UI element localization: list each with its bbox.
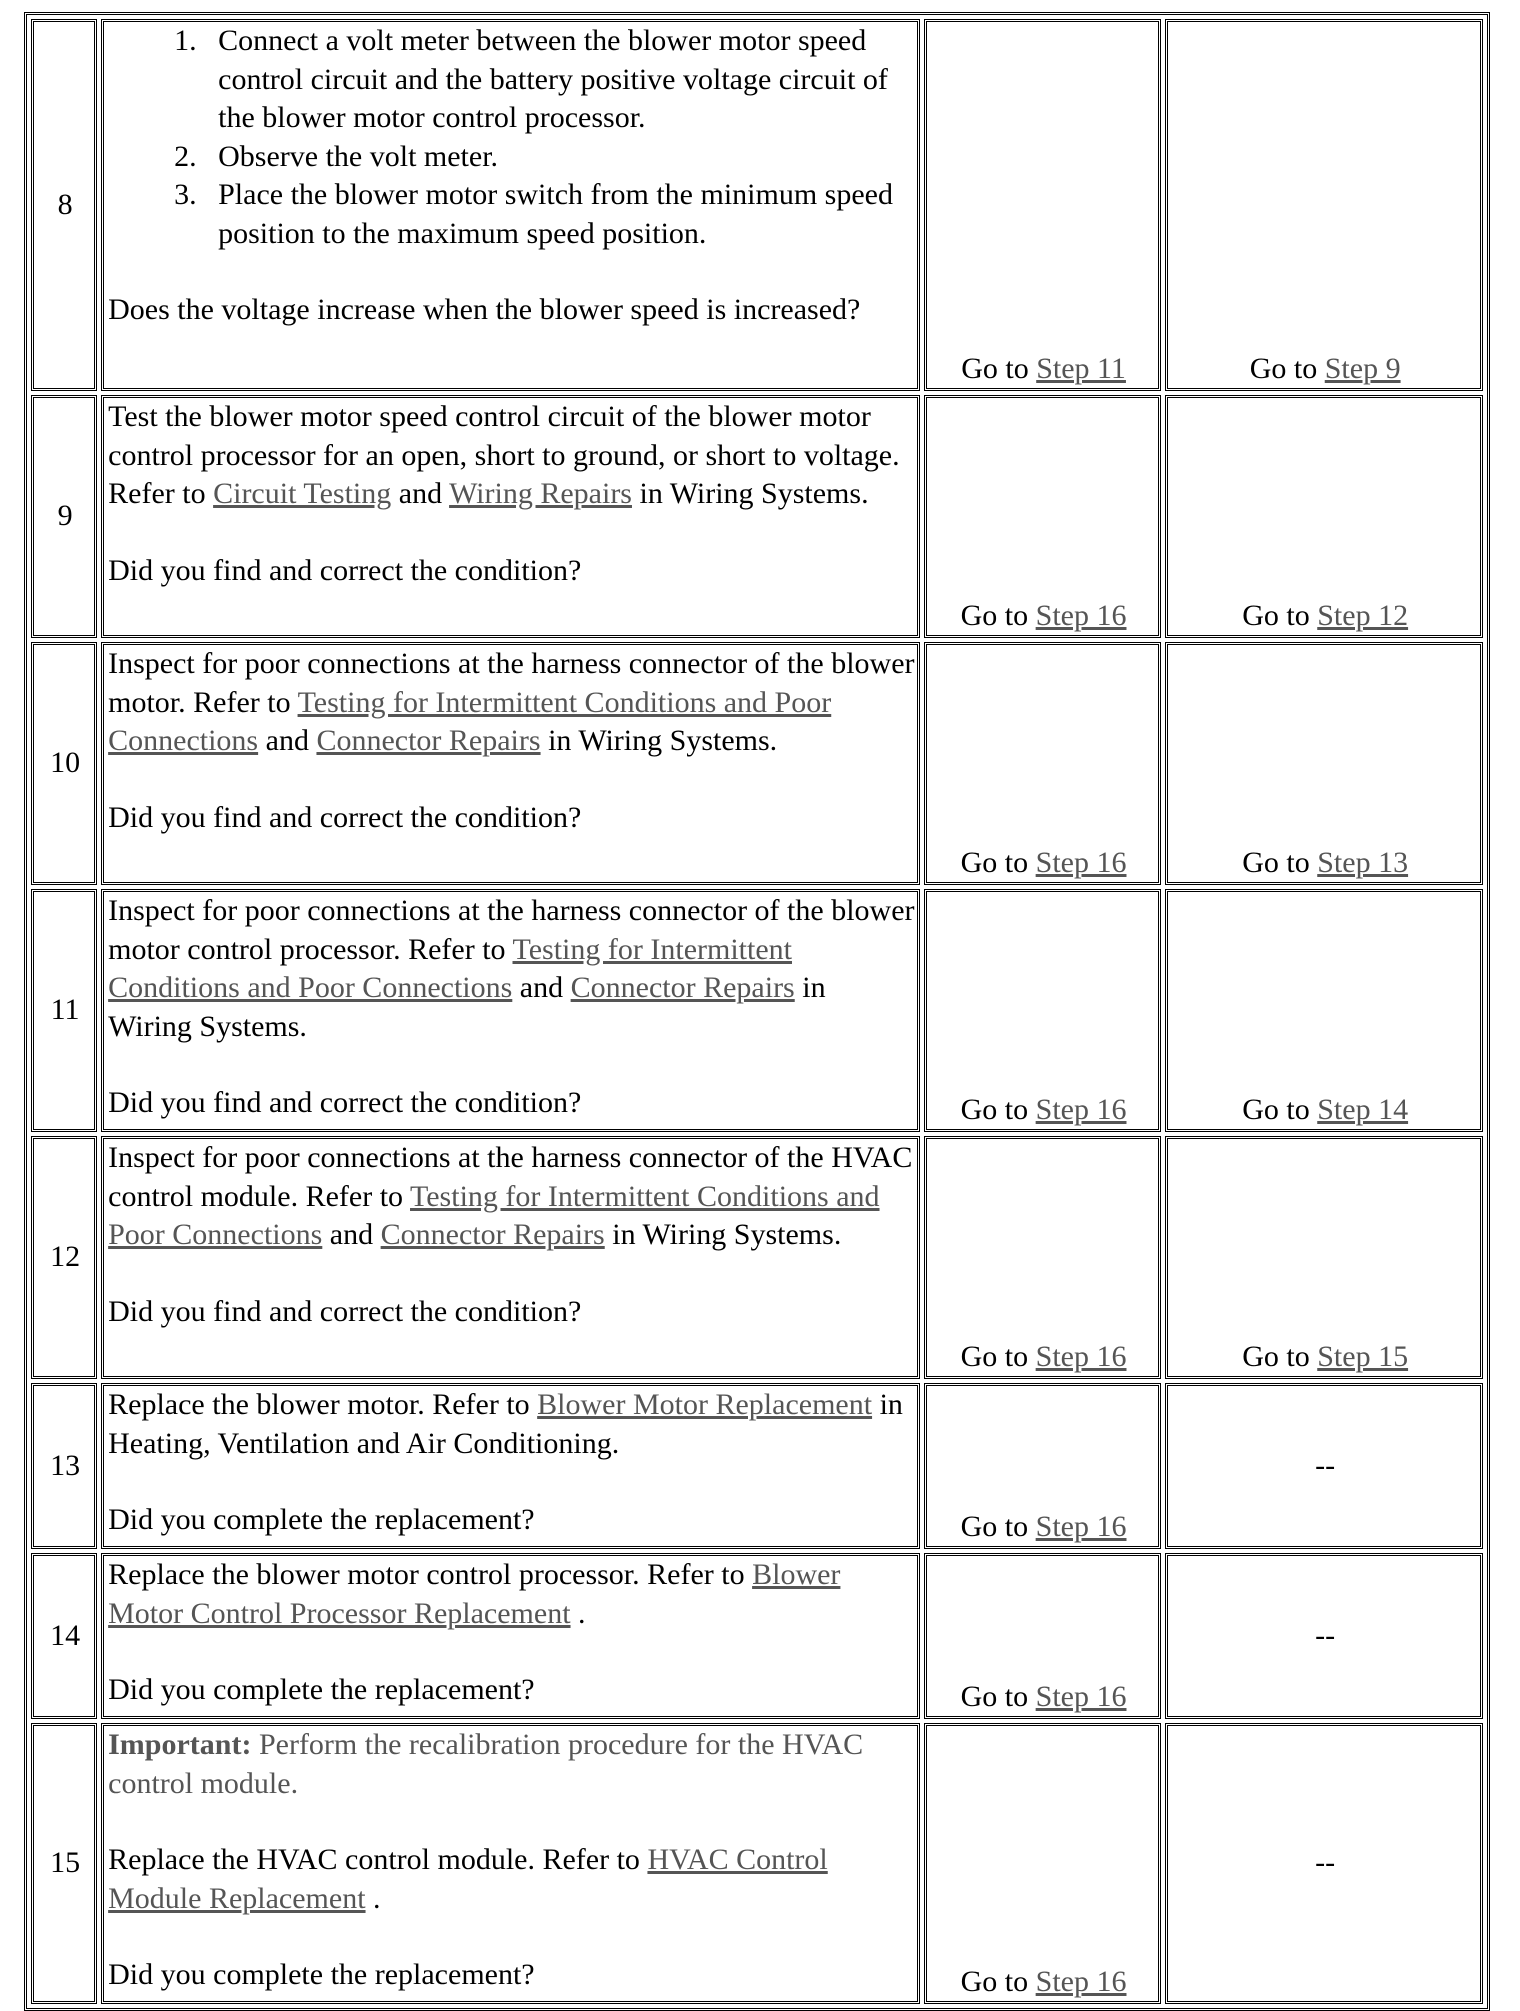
connector-repairs-link[interactable]: Connector Repairs <box>380 1218 605 1251</box>
instruction-text: and <box>519 971 564 1004</box>
go-to-step-link[interactable]: Step 14 <box>1317 1092 1409 1126</box>
step-number: 13 <box>31 1383 97 1549</box>
important-text: Perform the recalibration procedure for the HVAC control module. <box>108 1728 864 1800</box>
instruction-text: Inspect for poor connections at the harness connector of the HVAC control module. Refer to <box>108 1141 913 1213</box>
blower-motor-control-processor-replacement-link[interactable]: Blower Motor Control Processor Replacement <box>108 1558 841 1630</box>
step-number: 11 <box>31 889 97 1132</box>
no-cell <box>1165 19 1483 391</box>
step-number: 12 <box>31 1136 97 1379</box>
substeps-list <box>108 22 915 253</box>
go-to-step-link[interactable]: Step 16 <box>1035 1092 1127 1126</box>
table-row <box>31 1136 1483 1379</box>
instruction-text: . <box>373 1881 381 1915</box>
list-item: 2. Observe the volt meter. <box>204 138 915 177</box>
step-instruction <box>108 892 915 1046</box>
instruction-text: in Wiring Systems. <box>639 477 869 510</box>
instruction-text: and <box>329 1218 374 1251</box>
step-instruction <box>108 645 915 761</box>
instruction-text: in Wiring Systems. <box>548 724 778 757</box>
go-to-step-link[interactable]: Step 9 <box>1324 351 1401 385</box>
instruction-text: and <box>398 477 443 510</box>
yes-cell <box>924 1136 1161 1379</box>
no-cell: -- <box>1165 1553 1483 1719</box>
step-action <box>101 642 920 885</box>
yes-cell <box>924 395 1161 638</box>
step-number: 8 <box>31 19 97 391</box>
step-number: 14 <box>31 1553 97 1719</box>
connector-repairs-link[interactable]: Connector Repairs <box>316 724 541 757</box>
no-cell: -- <box>1165 1383 1483 1549</box>
table-row <box>31 1553 1483 1719</box>
step-question: Did you find and correct the condition? <box>108 553 582 587</box>
important-label: Important: <box>108 1728 252 1761</box>
yes-prefix: Go to <box>960 845 1029 879</box>
go-to-step-link[interactable]: Step 16 <box>1035 598 1127 632</box>
instruction-text: and <box>265 724 309 757</box>
step-action <box>101 19 920 391</box>
step-action <box>101 889 920 1132</box>
yes-prefix: Go to <box>960 1092 1029 1126</box>
no-prefix: Go to <box>1242 845 1310 879</box>
no-cell <box>1165 642 1483 885</box>
go-to-step-link[interactable]: Step 11 <box>1036 351 1126 385</box>
yes-cell <box>924 889 1161 1132</box>
yes-prefix: Go to <box>960 1679 1029 1713</box>
instruction-text: Test the blower motor speed control circuit of the blower motor control processor for an open, short to ground, or short to voltage. Refer to <box>108 400 900 510</box>
no-cell <box>1165 1136 1483 1379</box>
yes-cell <box>924 1383 1161 1549</box>
step-question: Did you find and correct the condition? <box>108 800 582 834</box>
step-number: 15 <box>31 1723 97 2004</box>
blower-motor-replacement-link[interactable]: Blower Motor Replacement <box>537 1388 873 1421</box>
table-row <box>31 1383 1483 1549</box>
intermittent-conditions-link[interactable]: Testing for Intermittent Conditions and Poor Connections <box>108 932 792 1004</box>
yes-prefix: Go to <box>960 1339 1029 1373</box>
diagnostic-steps-table <box>24 12 1490 2011</box>
step-question: Did you find and correct the condition? <box>108 1294 582 1328</box>
no-prefix: Go to <box>1242 1092 1310 1126</box>
list-item: 1. Connect a volt meter between the blower motor speed control circuit and the battery positive voltage circuit of the blower motor control processor. <box>204 22 915 138</box>
diagnostic-page <box>24 12 1490 2011</box>
connector-repairs-link[interactable]: Connector Repairs <box>570 971 795 1004</box>
yes-prefix: Go to <box>960 1964 1029 1998</box>
step-action <box>101 1723 920 2004</box>
intermittent-conditions-link[interactable]: Testing for Intermittent Conditions and Poor Connections <box>108 685 832 757</box>
go-to-step-link[interactable]: Step 13 <box>1317 845 1409 879</box>
instruction-text: Inspect for poor connections at the harness connector of the blower motor. Refer to <box>108 647 915 719</box>
step-question: Did you find and correct the condition? <box>108 1086 582 1119</box>
table-row <box>31 642 1483 885</box>
yes-cell <box>924 19 1161 391</box>
go-to-step-link[interactable]: Step 16 <box>1035 1509 1127 1543</box>
go-to-step-link[interactable]: Step 16 <box>1035 1339 1127 1373</box>
step-question: Did you complete the replacement? <box>108 1958 535 1991</box>
instruction-text: Replace the HVAC control module. Refer to <box>108 1843 640 1876</box>
step-instruction <box>108 1841 915 1918</box>
step-number: 10 <box>31 642 97 885</box>
wiring-repairs-link[interactable]: Wiring Repairs <box>449 477 632 510</box>
step-question: Did you complete the replacement? <box>108 1503 535 1536</box>
yes-cell <box>924 1723 1161 2004</box>
instruction-text: Replace the blower motor control processor. Refer to <box>108 1558 745 1591</box>
no-prefix: Go to <box>1242 1339 1310 1373</box>
no-prefix: Go to <box>1242 598 1310 632</box>
hvac-control-module-replacement-link[interactable]: HVAC Control Module Replacement <box>108 1843 828 1915</box>
go-to-step-link[interactable]: Step 12 <box>1317 598 1409 632</box>
go-to-step-link[interactable]: Step 15 <box>1317 1339 1409 1373</box>
instruction-text: in Wiring Systems. <box>108 971 826 1043</box>
instruction-text: in Heating, Ventilation and Air Conditioning. <box>108 1388 903 1460</box>
step-action <box>101 1553 920 1719</box>
table-row <box>31 395 1483 638</box>
instruction-text: . <box>578 1596 586 1630</box>
go-to-step-link[interactable]: Step 16 <box>1035 845 1127 879</box>
yes-cell <box>924 642 1161 885</box>
step-action <box>101 395 920 638</box>
instruction-text: Replace the blower motor. Refer to <box>108 1388 530 1421</box>
go-to-step-link[interactable]: Step 16 <box>1035 1964 1127 1998</box>
yes-prefix: Go to <box>961 351 1029 385</box>
no-cell <box>1165 395 1483 638</box>
step-instruction <box>108 398 915 514</box>
circuit-testing-link[interactable]: Circuit Testing <box>213 477 392 510</box>
yes-prefix: Go to <box>960 1509 1029 1543</box>
step-number: 9 <box>31 395 97 638</box>
important-note <box>108 1726 915 1803</box>
step-action <box>101 1136 920 1379</box>
step-question: Did you complete the replacement? <box>108 1673 535 1706</box>
no-cell: -- <box>1165 1723 1483 2004</box>
yes-prefix: Go to <box>960 598 1029 632</box>
yes-cell <box>924 1553 1161 1719</box>
intermittent-conditions-link[interactable]: Testing for Intermittent Conditions and Poor Connections <box>108 1179 880 1251</box>
table-row <box>31 19 1483 391</box>
no-cell <box>1165 889 1483 1132</box>
table-row <box>31 1723 1483 2004</box>
instruction-text: in Wiring Systems. <box>612 1218 842 1251</box>
list-item: 3. Place the blower motor switch from the minimum speed position to the maximum speed position. <box>204 176 915 253</box>
step-instruction <box>108 1139 915 1255</box>
step-action <box>101 1383 920 1549</box>
no-prefix: Go to <box>1249 351 1318 385</box>
step-instruction <box>108 1556 915 1633</box>
table-row <box>31 889 1483 1132</box>
step-instruction <box>108 1386 915 1463</box>
instruction-text: Inspect for poor connections at the harness connector of the blower motor control processor. Refer to <box>108 894 915 966</box>
step-question: Does the voltage increase when the blower speed is increased? <box>108 293 861 326</box>
go-to-step-link[interactable]: Step 16 <box>1035 1679 1127 1713</box>
